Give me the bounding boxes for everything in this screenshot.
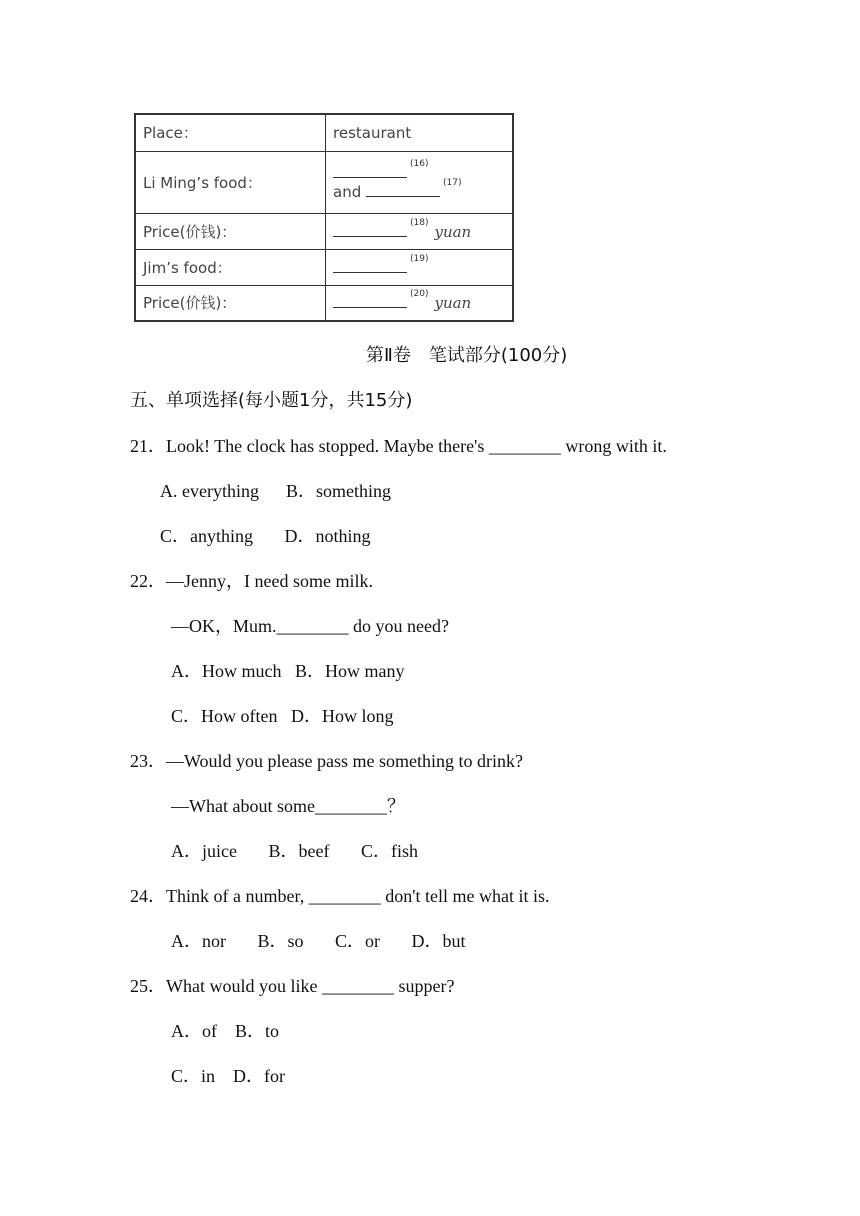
answer-blank[interactable]	[333, 258, 407, 273]
table-row	[135, 151, 513, 213]
question-24-stem: 24．Think of a number, ________ don't tell me what it is.	[130, 886, 550, 906]
row-value	[326, 151, 514, 213]
blank-number: (16)	[410, 159, 429, 169]
row-label: Price(价钱)：	[135, 285, 326, 321]
question-21-options-row-2[interactable]: C．anything D．nothing	[160, 526, 371, 546]
row-value	[326, 285, 514, 321]
question-24-options[interactable]: A．nor B．so C．or D．but	[171, 931, 466, 951]
info-table	[134, 113, 514, 322]
row-label: Li Ming’s food：	[135, 151, 326, 213]
question-22-stem: 22．—Jenny，I need some milk.	[130, 571, 373, 591]
unit-label: yuan	[434, 222, 472, 241]
question-23-reply: —What about some________？	[171, 796, 405, 816]
blank-number: (18)	[410, 217, 429, 228]
question-23-stem: 23．—Would you please pass me something to drink?	[130, 751, 523, 771]
question-25-stem: 25．What would you like ________ supper?	[130, 976, 455, 996]
table-row	[135, 285, 513, 321]
blank-number: (19)	[410, 253, 429, 264]
row-value	[326, 213, 514, 249]
blank-number: (20)	[410, 289, 429, 300]
and-word: and	[333, 183, 362, 201]
row-label: Jim’s food：	[135, 249, 326, 285]
answer-blank[interactable]	[333, 222, 407, 237]
section-title: 五、单项选择(每小题1分，共15分)	[130, 390, 413, 411]
question-21-options-row-1[interactable]: A. everything B．something	[160, 481, 391, 501]
table-row	[135, 213, 513, 249]
question-25-options-row-2[interactable]: C．in D．for	[171, 1066, 285, 1086]
question-22-reply: —OK，Mum.________ do you need?	[171, 616, 449, 636]
row-value: restaurant	[326, 114, 514, 151]
row-label: Price(价钱)：	[135, 213, 326, 249]
answer-blank[interactable]	[333, 293, 407, 308]
question-25-options-row-1[interactable]: A．of B．to	[171, 1021, 279, 1041]
answer-blank[interactable]	[333, 163, 407, 178]
blank-number: (17)	[443, 178, 462, 188]
table-row	[135, 114, 513, 151]
question-21-stem: 21．Look! The clock has stopped. Maybe there's ________ wrong with it.	[130, 436, 667, 456]
answer-blank[interactable]	[366, 182, 440, 197]
part-title: 第Ⅱ卷 笔试部分(100分)	[366, 345, 568, 366]
question-23-options[interactable]: A．juice B．beef C．fish	[171, 841, 418, 861]
question-22-options-row-1[interactable]: A．How much B．How many	[171, 661, 405, 681]
table-row	[135, 249, 513, 285]
row-value	[326, 249, 514, 285]
unit-label: yuan	[434, 294, 472, 313]
row-label: Place：	[135, 114, 326, 151]
question-22-options-row-2[interactable]: C．How often D．How long	[171, 706, 394, 726]
